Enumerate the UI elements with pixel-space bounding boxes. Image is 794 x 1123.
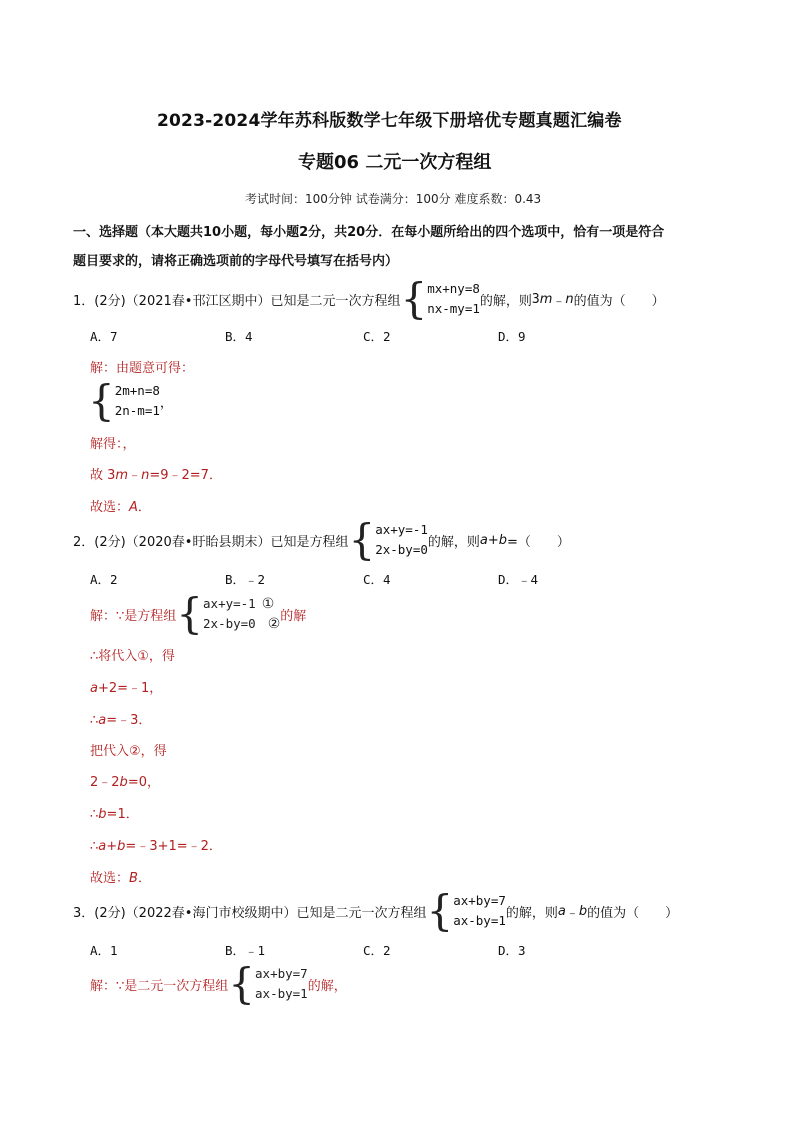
option-c[interactable]: C．2	[363, 329, 391, 344]
calc-var: a	[90, 681, 98, 696]
option-d[interactable]: D．﹣4	[498, 572, 539, 587]
question-1-stem-tail: 的解，则	[479, 293, 532, 309]
calc-part: ∴	[90, 713, 99, 728]
punctuation: ，	[159, 395, 173, 411]
solution-line: ∴将代入①，得	[90, 649, 175, 664]
brace-icon: {	[426, 886, 454, 935]
equation: 2x-by=0	[203, 616, 256, 631]
expr-op: +	[487, 532, 499, 548]
solution-choice	[90, 867, 151, 886]
circled-number-1: ①	[261, 596, 275, 612]
section-heading-line2: 题目要求的，请将正确选项前的字母代号填写在括号内）	[73, 254, 399, 269]
question-2-stem-tail: 的解，则	[427, 534, 480, 550]
calc-var: m	[115, 468, 129, 483]
calc-var: n	[141, 468, 150, 483]
choice-end: ．	[137, 871, 151, 886]
expr-var: n	[565, 291, 574, 307]
calc-result: =﹣3+1=﹣2．	[125, 839, 222, 854]
question-1-stem-end: 的值为（ ）	[573, 293, 665, 309]
expr-var: b	[498, 532, 508, 548]
question-1-stem-text: 1．(2分)（2021春•邗江区期中）已知是二元一次方程组	[73, 293, 401, 309]
option-a[interactable]: A．1	[90, 943, 118, 958]
question-2-system	[348, 515, 428, 564]
equation: ax-by=1	[255, 986, 308, 1001]
equation: 2n-m=1	[114, 403, 160, 418]
expr-part: 3	[531, 291, 540, 307]
solution-intro-text: 解：∵是方程组	[90, 608, 177, 624]
calc-op: +	[106, 839, 118, 854]
option-b[interactable]: B．﹣2	[225, 572, 266, 587]
equation: ax+y=-1	[203, 596, 256, 611]
calc-part: 故 3	[90, 468, 116, 483]
section-heading-line1: 一、选择题（本大题共10小题，每小题2分，共20分．在每小题所给出的四个选项中，恰有一项是符合	[73, 225, 665, 240]
option-b[interactable]: B．﹣1	[225, 943, 266, 958]
circled-number-2: ②	[267, 616, 281, 632]
question-3-stem-tail: 的解，则	[505, 905, 558, 921]
calc-var: a	[98, 839, 107, 854]
option-a[interactable]: A．2	[90, 572, 118, 587]
question-3-system	[426, 886, 506, 935]
equation: nx-my=1	[427, 301, 480, 316]
equation: ax+by=7	[255, 966, 308, 981]
solution-intro-text: 解：∵是二元一次方程组	[90, 978, 229, 994]
calc-var: b	[119, 775, 128, 790]
choice-letter: B	[129, 871, 138, 886]
calc-part: =﹣3．	[106, 713, 152, 728]
calc-op: ﹣	[128, 468, 142, 483]
calc-part: +2=﹣1，	[97, 681, 163, 696]
solution-intro-tail: 的解	[280, 608, 307, 624]
solution-line	[90, 803, 139, 822]
brace-icon: {	[228, 959, 256, 1008]
exam-meta: 考试时间：100分钟 试卷满分：100分 难度系数：0.43	[245, 192, 542, 206]
solution-choice	[90, 496, 151, 515]
brace-icon: {	[88, 376, 115, 425]
solution-system	[88, 376, 173, 425]
question-2-stem-text: 2．(2分)（2020春•盱眙县期末）已知是方程组	[73, 534, 349, 550]
calc-part: 2﹣2	[90, 775, 120, 790]
solution-intro: 解：由题意可得：	[90, 361, 195, 376]
option-c[interactable]: C．4	[363, 572, 391, 587]
calc-var: a	[98, 713, 107, 728]
solution-intro	[90, 589, 307, 638]
question-3-stem-end: 的值为（ ）	[587, 905, 679, 921]
expr-var: a	[479, 532, 488, 548]
option-d[interactable]: D．3	[498, 943, 526, 958]
solution-intro-tail: 的解，	[307, 978, 347, 994]
brace-icon: {	[176, 589, 204, 638]
question-2-stem-end: =（ ）	[507, 534, 570, 550]
equation: 2m+n=8	[114, 383, 160, 398]
calc-result: =9﹣2=7．	[149, 468, 222, 483]
option-c[interactable]: C．2	[363, 943, 391, 958]
choice-label: 故选：	[90, 871, 130, 886]
choice-label: 故选：	[90, 500, 130, 515]
expr-var: a	[557, 903, 566, 919]
option-a[interactable]: A．7	[90, 329, 118, 344]
solution-line: 把代入②，得	[90, 744, 167, 759]
equation: ax+by=7	[453, 893, 506, 908]
choice-end: ．	[137, 500, 151, 515]
calc-part: ∴	[90, 839, 99, 854]
equation: 2x-by=0	[375, 542, 428, 557]
choice-letter: A	[129, 500, 138, 515]
option-d[interactable]: D．9	[498, 329, 526, 344]
solution-intro	[90, 959, 347, 1008]
expr-var: m	[539, 291, 553, 307]
solution-calc	[90, 464, 222, 483]
calc-part: =0，	[127, 775, 160, 790]
equation: mx+ny=8	[427, 281, 480, 296]
brace-icon: {	[400, 274, 428, 323]
expr-op: ﹣	[552, 293, 566, 309]
solution-line	[90, 835, 222, 854]
equation: ax+y=-1	[375, 522, 428, 537]
calc-var: b	[117, 839, 126, 854]
solution-line	[90, 709, 151, 728]
calc-part: ∴	[90, 807, 99, 822]
calc-part: =1．	[106, 807, 139, 822]
question-1-stem	[73, 274, 665, 323]
option-b[interactable]: B．4	[225, 329, 253, 344]
solution-system	[228, 959, 308, 1008]
expr-op: ﹣	[565, 905, 579, 921]
document-subtitle: 专题06 二元一次方程组	[298, 152, 492, 173]
brace-icon: {	[348, 515, 376, 564]
expr-var: b	[578, 903, 588, 919]
equation: ax-by=1	[453, 913, 506, 928]
question-3-stem-text: 3．(2分)（2022春•海门市校级期中）已知是二元一次方程组	[73, 905, 427, 921]
question-1-system	[400, 274, 480, 323]
document-title: 2023-2024学年苏科版数学七年级下册培优专题真题汇编卷	[157, 111, 622, 131]
solution-line	[90, 771, 160, 790]
question-2-stem	[73, 515, 570, 564]
question-3-stem	[73, 886, 679, 935]
solution-system	[176, 589, 281, 638]
calc-var: b	[98, 807, 107, 822]
solution-solved: 解得：，	[90, 437, 136, 452]
solution-line	[90, 677, 162, 696]
